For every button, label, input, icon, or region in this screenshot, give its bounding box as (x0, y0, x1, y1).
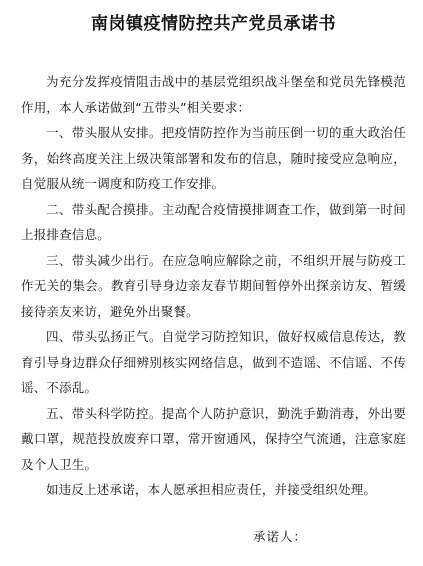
document-body (21, 69, 406, 503)
signature-label: 承诺人： (253, 529, 308, 544)
item-4-paragraph: 四、带头弘扬正气。自觉学习防控知识，做好权威信息传达，教育引导身边群众仔细辨别核实网络信息，做到不造谣、不信谣、不传谣、不添乱。 (21, 329, 406, 395)
closing-paragraph: 如违反上述承诺，本人愿承担相应责任，并接受组织处理。 (46, 482, 377, 497)
item-3-paragraph: 三、带头减少出行。在应急响应解除之前，不组织开展与防疫工作无关的集会。教育引导身边亲友春节期间暂停外出探亲访友、暂缓接待亲友来访，避免外出聚餐。 (21, 252, 406, 319)
item-1-paragraph: 一、带头服从安排。把疫情防控作为当前压倒一切的重大政治任务，始终高度关注上级决策部署和发布的信息，随时接受应急响应，自觉服从统一调度和防疫工作安排。 (21, 125, 406, 191)
item-5-paragraph: 五、带头科学防控。提高个人防护意识，勤洗手勤消毒，外出要戴口罩，规范投放废弃口罩，常开窗通风，保持空气流通，注意家庭及个人卫生。 (21, 405, 406, 472)
document-title: 南岗镇疫情防控共产党员承诺书 (91, 14, 336, 34)
item-2-paragraph: 二、带头配合摸排。主动配合疫情摸排调查工作，做到第一时间上报排查信息。 (21, 201, 406, 242)
intro-paragraph: 为充分发挥疫情阻击战中的基层党组织战斗堡垒和党员先锋模范作用，本人承诺做到“五带头”相关要求： (21, 74, 406, 115)
